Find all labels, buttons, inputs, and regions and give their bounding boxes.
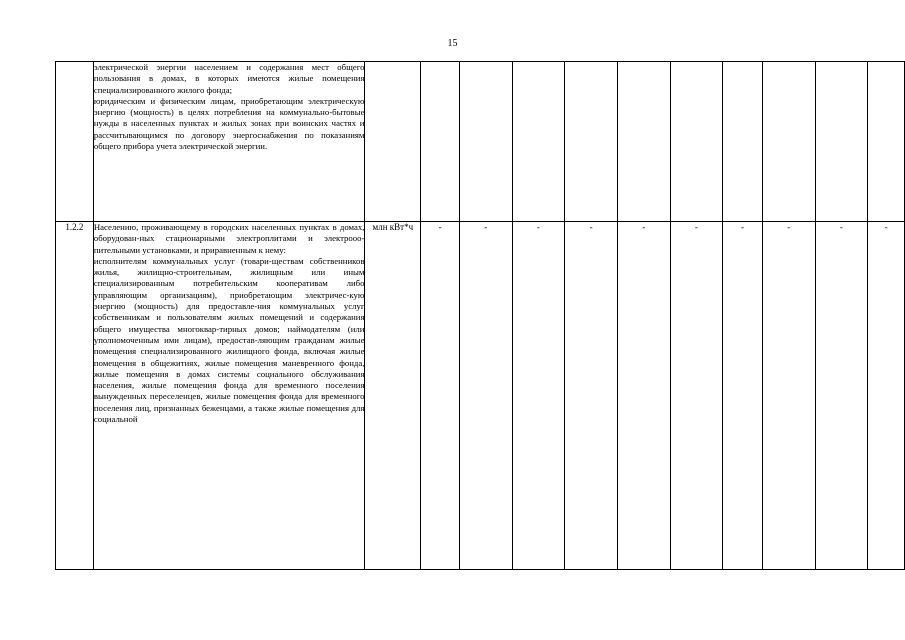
description-text: электрической энергии населением и содержания мест общего пользования в домах, в которых имеются жилые помещения специализированного жилого фонда; юридическим и физическим лицам, приобретающим электрическую энергию (мощность) в целях потребления на коммунально-бытовые нужды в населенных пунктах и жилых зонах при воинских частях и рассчитывающимся по договору энергоснабжения по показаниям общего прибора учета электрической энергии. (93, 62, 365, 152)
value-cell (723, 62, 763, 222)
value-cell (868, 62, 905, 222)
value-cell (421, 62, 460, 222)
value-cell: - (868, 222, 905, 570)
row-description (93, 222, 365, 570)
tariff-table (55, 61, 905, 570)
unit-cell (365, 62, 421, 222)
unit-cell: млн кВт*ч (365, 222, 421, 570)
value-cell: - (670, 222, 723, 570)
description-text: Населению, проживающему в городских населенных пунктах в домах, оборудован-ных стационарными электроплитами и электрооо-пительными установками, и приравненным к нему: исполнителям коммунальных услуг (товари-ществам собственников жилья, жилищно-строительным, жилищным или иным специализированным потребительским кооперативам либо управляющим организациям), приобретающим электричес-кую энергию (мощность) для предоставле-ния коммунальных услуг собственникам и пользователям жилых помещений и содержания общего имущества многоквар-тирных домов; наймодателям (или уполномоченным ими лицам), предостав-ляющим гражданам жилые помещения специализированного жилищного фонда, включая жилые помещения в общежитиях, жилые помещения маневренного фонда, жилые помещения в домах системы социального обслуживания населения, жилые помещения фонда для временного поселения вынужденных переселенцев, жилые помещения фонда для временного поселения лиц, признанных беженцами, а также жилые помещения для социальной (93, 222, 365, 425)
page-number: 15 (447, 38, 458, 49)
value-cell: - (617, 222, 670, 570)
row-number (56, 62, 94, 222)
value-cell (670, 62, 723, 222)
value-cell (815, 62, 868, 222)
value-cell: - (762, 222, 815, 570)
value-cell (617, 62, 670, 222)
value-cell: - (512, 222, 565, 570)
value-cell: - (565, 222, 618, 570)
value-cell (565, 62, 618, 222)
value-cell: - (723, 222, 763, 570)
value-cell (512, 62, 565, 222)
value-cell: - (459, 222, 512, 570)
row-description (93, 62, 365, 222)
value-cell (762, 62, 815, 222)
value-cell: - (421, 222, 460, 570)
table-row (56, 222, 905, 570)
value-cell (459, 62, 512, 222)
row-number: 1.2.2 (56, 222, 94, 570)
value-cell: - (815, 222, 868, 570)
table-row (56, 62, 905, 222)
